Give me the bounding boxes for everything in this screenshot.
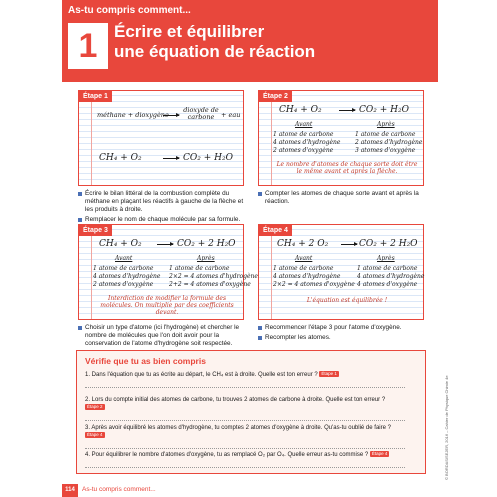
page-number: 114	[62, 484, 78, 497]
page-footer	[62, 484, 438, 497]
page	[62, 0, 449, 497]
step-tag: Étape 4	[259, 225, 292, 236]
arrow-icon	[339, 110, 355, 111]
after-line: 1 atome de carbone	[355, 131, 416, 138]
step-4-eq-left: CH₄ + 2 O₂	[277, 239, 329, 249]
step-2-card	[258, 90, 424, 186]
before-line: 2 atomes d'oxygène	[273, 147, 334, 154]
answer-line[interactable]	[85, 380, 405, 388]
quiz-box	[76, 350, 426, 474]
before-line: 2×2 = 4 atomes d'oxygène	[273, 281, 355, 288]
arrow-icon	[163, 158, 179, 159]
margin-line	[91, 91, 92, 185]
step-1-card	[78, 90, 244, 186]
step-1-words-left: méthane + dioxygène	[97, 111, 169, 119]
before-line: 4 atomes d'hydrogène	[273, 139, 341, 146]
after-line: 1 atome de carbone	[169, 265, 230, 272]
after-line: 4 atomes d'hydrogène	[357, 273, 425, 280]
after-label: Après	[377, 255, 395, 262]
answer-line[interactable]	[85, 460, 405, 468]
question-text: 1. Dans l'équation que tu as écrite au départ, le CH₄ est à droite. Quelle est ton erreur ?	[85, 372, 318, 378]
step-reference-badge: Étape 1	[321, 371, 337, 377]
step-tag: Étape 1	[79, 91, 112, 102]
margin-line	[91, 225, 92, 319]
margin-line	[271, 225, 272, 319]
before-line: 4 atomes d'hydrogène	[93, 273, 161, 280]
answer-line[interactable]	[85, 441, 405, 449]
arrow-icon	[341, 244, 357, 245]
step-tag: Étape 3	[79, 225, 112, 236]
step-2-eq-left: CH₄ + O₂	[279, 105, 322, 115]
title-line-2: une équation de réaction	[114, 42, 316, 61]
question-text: 2. Lors du compte initial des atomes de carbone, tu trouves 2 atomes de carbone à droite. Quelle est ton erreur ?	[85, 397, 386, 403]
title-line-1: Écrire et équilibrer	[114, 22, 265, 41]
margin-line	[271, 91, 272, 185]
arrow-icon	[163, 115, 179, 116]
after-line: 1 atome de carbone	[357, 265, 418, 272]
chapter-number: 1	[68, 23, 108, 69]
step-reference-badge: Étape 4	[371, 451, 388, 457]
before-label: Avant	[295, 255, 313, 262]
after-label: Après	[197, 255, 215, 262]
step-3-eq-right: CO₂ + 2 H₂O	[177, 239, 236, 249]
step-2-instructions	[258, 190, 428, 208]
after-line: 2×2 = 4 atomes d'hydrogène	[169, 273, 258, 280]
quiz-question	[85, 451, 405, 468]
page-title	[114, 22, 424, 62]
instruction-item: Recommencer l'étape 3 pour l'atome d'oxygène.	[258, 324, 428, 332]
step-reference-badge: Étape 4	[87, 432, 103, 438]
content-area	[62, 82, 438, 497]
step-note: Interdiction de modifier la formule des molécules. On multiplie par des coefficients devant.	[100, 295, 234, 316]
step-4-card	[258, 224, 424, 320]
quiz-question	[85, 396, 405, 421]
before-line: 1 atome de carbone	[93, 265, 154, 272]
copyright-credit: © BORDAS/SEJER, 2016 – Cahier de Physique Chimie 4e	[444, 375, 449, 480]
step-2-eq-right: CO₂ + H₂O	[359, 105, 409, 115]
before-line: 4 atomes d'hydrogène	[273, 273, 341, 280]
after-line: 2+2 = 4 atomes d'oxygène	[169, 281, 251, 288]
step-1-formula-left: CH₄ + O₂	[99, 153, 142, 163]
instruction-item: Compter les atomes de chaque sorte avant et après la réaction.	[258, 190, 428, 206]
step-4-eq-right: CO₂ + 2 H₂O	[359, 239, 418, 249]
after-line: 2 atomes d'hydrogène	[355, 139, 423, 146]
step-tag: Étape 2	[259, 91, 292, 102]
before-line: 1 atome de carbone	[273, 265, 334, 272]
quiz-title: Vérifie que tu as bien compris	[85, 356, 206, 366]
step-1-words-product: dioxyde de carbone	[183, 106, 219, 121]
after-line: 4 atomes d'oxygène	[357, 281, 418, 288]
before-line: 1 atome de carbone	[273, 131, 334, 138]
step-1-words-water: + eau	[221, 111, 241, 119]
quiz-question	[85, 424, 405, 449]
instruction-item: Remplacer le nom de chaque molécule par sa formule.	[78, 216, 248, 224]
arrow-icon	[157, 244, 173, 245]
step-note: Le nombre d'atomes de chaque sorte doit être le même avant et après la flèche.	[276, 161, 418, 175]
chapter-header	[62, 0, 438, 82]
before-line: 2 atomes d'oxygène	[93, 281, 154, 288]
step-3-eq-left: CH₄ + O₂	[99, 239, 142, 249]
instruction-item: Recompter les atomes.	[258, 334, 428, 342]
before-label: Avant	[295, 121, 313, 128]
footer-text: As-tu compris comment...	[82, 486, 156, 493]
question-text: 4. Pour équilibrer le nombre d'atomes d'oxygène, tu as remplacé O₂ par O₄. Quelle erreur as-tu commise ?	[85, 452, 369, 458]
step-1-instructions	[78, 190, 248, 226]
step-reference-badge: Étape 2	[87, 404, 103, 410]
after-label: Après	[377, 121, 395, 128]
quiz-question	[85, 371, 405, 388]
instruction-item: Écrire le bilan littéral de la combustion complète du méthane en plaçant les réactifs à gauche de la flèche et les produits à droite.	[78, 190, 248, 214]
question-text: 3. Après avoir équilibré les atomes d'hydrogène, tu comptes 2 atomes d'oxygène à droite. Qu'as-tu oublié de faire ?	[85, 425, 391, 431]
kicker-label: As-tu compris comment...	[62, 4, 199, 18]
answer-line[interactable]	[85, 413, 405, 421]
after-line: 3 atomes d'oxygène	[355, 147, 416, 154]
before-label: Avant	[115, 255, 133, 262]
step-note: L'équation est équilibrée !	[306, 297, 388, 304]
step-1-formula-right: CO₂ + H₂O	[183, 153, 233, 163]
step-3-card	[78, 224, 258, 320]
instruction-item: Choisir un type d'atome (ici l'hydrogène) et chercher le nombre de molécules que l'on doit avoir pour la conservation de l'atome d'hydrogène soit respectée.	[78, 324, 248, 348]
step-4-instructions	[258, 324, 428, 344]
